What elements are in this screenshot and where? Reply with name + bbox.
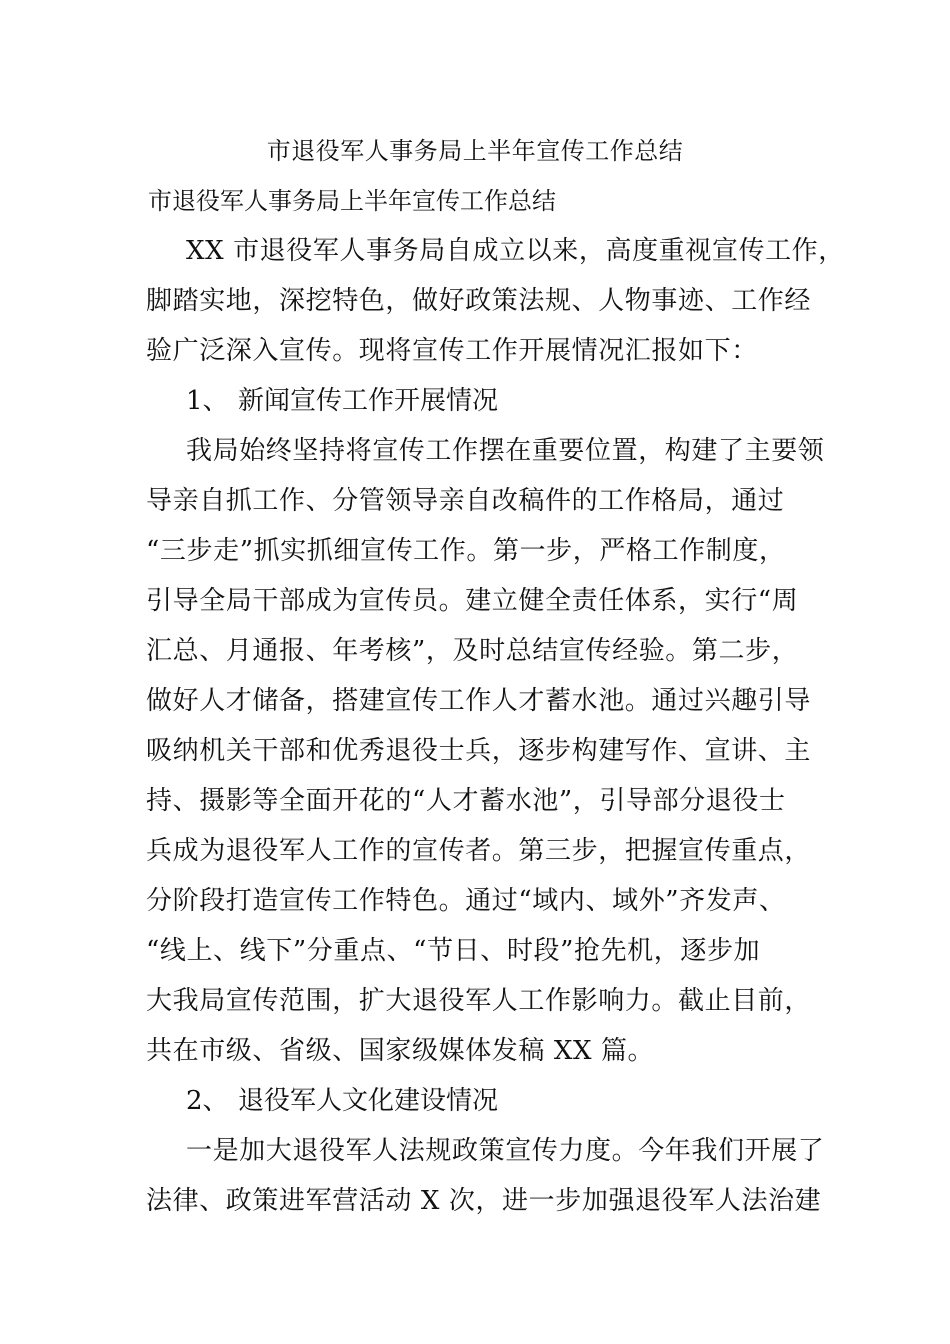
- intro-line: XX 市退役军人事务局自成立以来，高度重视宣传工作，: [186, 236, 845, 266]
- paragraph-line: 汇总、月通报、年考核”，及时总结宣传经验。第二步，: [146, 636, 799, 666]
- section-heading-1: [186, 381, 498, 421]
- section-heading-text: 新闻宣传工作开展情况: [238, 386, 499, 416]
- document-title: 市退役军人事务局上半年宣传工作总结: [266, 137, 684, 165]
- paragraph-line: 分阶段打造宣传工作特色。通过“域内、域外”齐发声、: [146, 886, 786, 916]
- document-subtitle: 市退役军人事务局上半年宣传工作总结: [148, 187, 556, 215]
- paragraph-line: 大我局宣传范围，扩大退役军人工作影响力。截止目前，: [146, 986, 812, 1016]
- paragraph-line: 兵成为退役军人工作的宣传者。第三步，把握宣传重点，: [146, 836, 812, 866]
- section-heading-2: [186, 1081, 498, 1121]
- paragraph-line: 法律、政策进军营活动 X 次，进一步加强退役军人法治建: [146, 1186, 822, 1216]
- paragraph-line: 引导全局干部成为宣传员。建立健全责任体系，实行“周: [146, 586, 799, 616]
- paragraph-line: 我局始终坚持将宣传工作摆在重要位置，构建了主要领: [186, 436, 825, 466]
- paragraph-line: 共在市级、省级、国家级媒体发稿 XX 篇。: [146, 1036, 655, 1066]
- intro-line: 脚踏实地，深挖特色，做好政策法规、人物事迹、工作经: [146, 286, 812, 316]
- paragraph-line: “线上、线下”分重点、“节日、时段”抢先机，逐步加: [146, 936, 761, 966]
- section-number: 2、: [186, 1086, 229, 1116]
- section-heading-text: 退役军人文化建设情况: [238, 1086, 499, 1116]
- intro-line: 验广泛深入宣传。现将宣传工作开展情况汇报如下：: [146, 336, 758, 366]
- paragraph-line: 导亲自抓工作、分管领导亲自改稿件的工作格局，通过: [146, 486, 785, 516]
- section-number: 1、: [186, 386, 229, 416]
- paragraph-line: “三步走”抓实抓细宣传工作。第一步，严格工作制度，: [146, 536, 786, 566]
- paragraph-line: 一是加大退役军人法规政策宣传力度。今年我们开展了: [186, 1136, 825, 1166]
- paragraph-line: 持、摄影等全面开花的“人才蓄水池”，引导部分退役士: [146, 786, 786, 816]
- paragraph-line: 吸纳机关干部和优秀退役士兵，逐步构建写作、宣讲、主: [146, 736, 812, 766]
- paragraph-line: 做好人才储备，搭建宣传工作人才蓄水池。通过兴趣引导: [146, 686, 812, 716]
